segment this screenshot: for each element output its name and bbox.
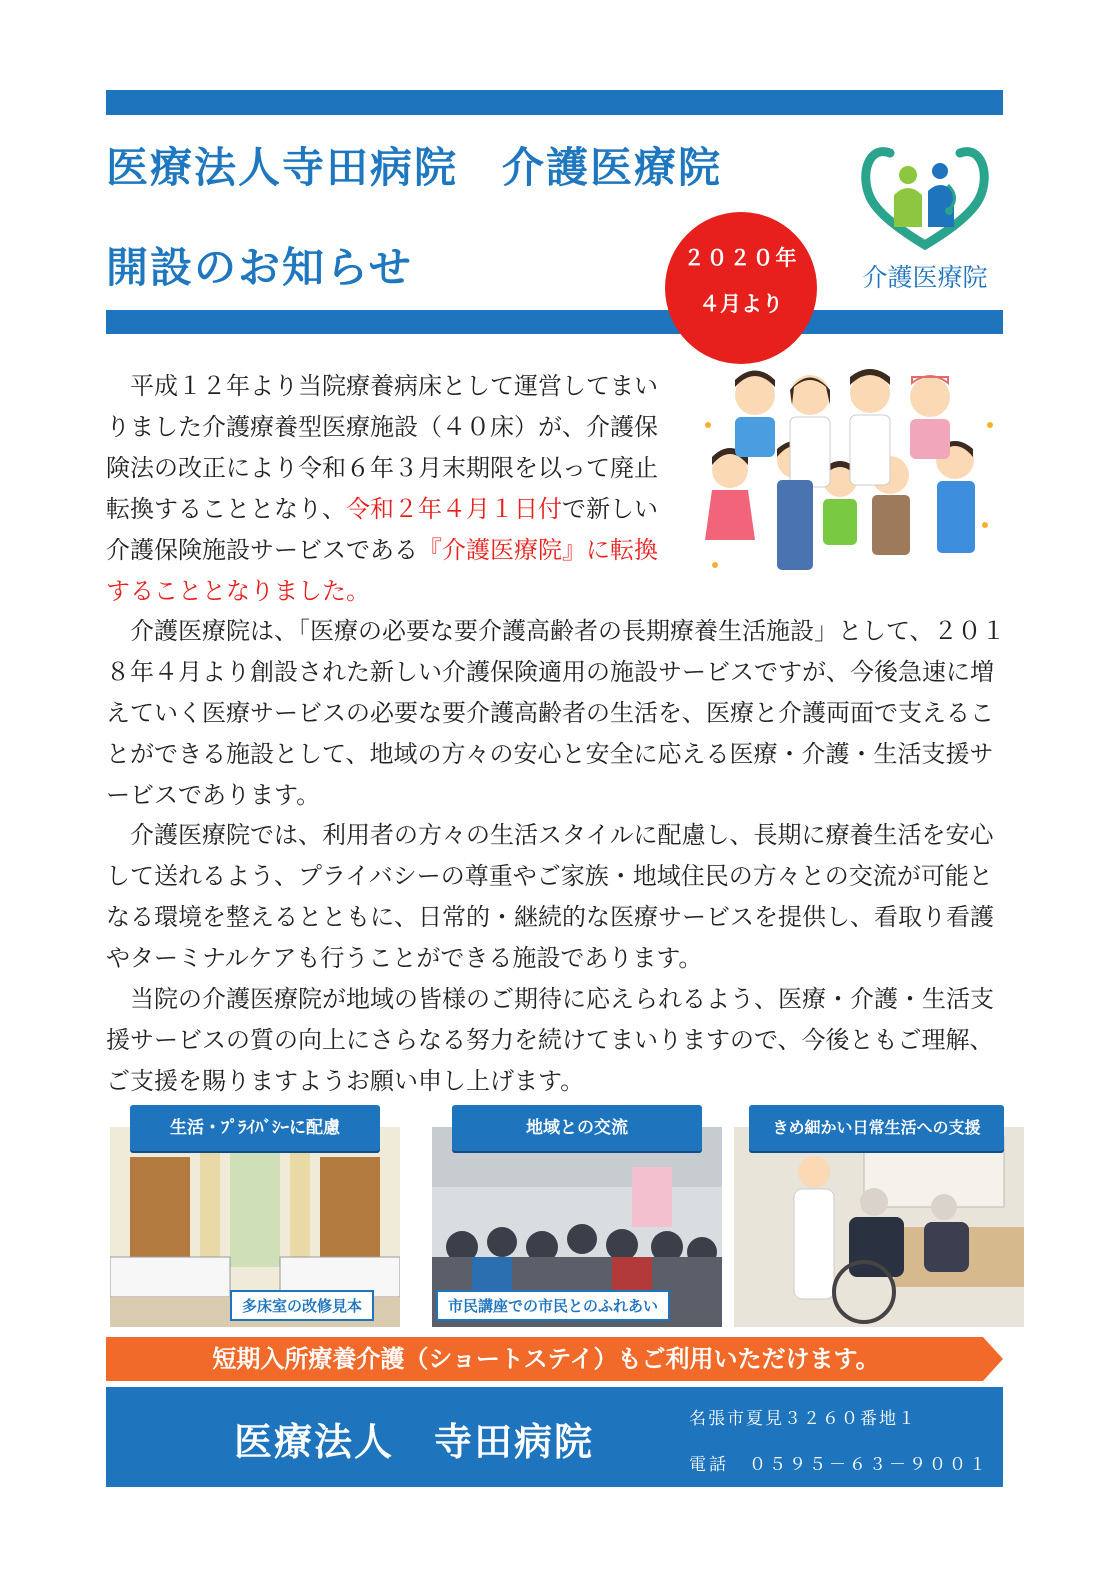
photo-card-privacy bbox=[110, 1105, 400, 1327]
photo-card-community bbox=[432, 1105, 722, 1327]
paragraph-4 bbox=[106, 979, 1006, 1102]
intro-paragraph bbox=[106, 366, 671, 612]
intro-text-b: で新しい介護保険施設サービスである bbox=[106, 495, 658, 564]
hospital-phone: 電話 ０５９５－６３－９００１ bbox=[689, 1455, 989, 1475]
intro-date-highlight: 令和２年４月１日付 bbox=[346, 495, 562, 523]
top-bar bbox=[106, 90, 1003, 115]
paragraph-3-text: 介護医療院では、利用者の方々の生活スタイルに配慮し、長期に療養生活を安心して送れるよう、プライバシーの尊重やご家族・地域住民の方々との交流が可能となる環境を整えるとともに、日常的・継続的な医療サービスを提供し、看取り看護やターミナルケアも行うことができる施設であります。 bbox=[106, 821, 994, 972]
short-stay-notice: 短期入所療養介護（ショートステイ）もご利用いただけます。 bbox=[212, 1345, 880, 1373]
page-title-line2: 開設のお知らせ bbox=[106, 243, 413, 292]
date-badge bbox=[665, 212, 817, 364]
logo-text: 介護医療院 bbox=[862, 263, 988, 292]
paragraph-4-text: 当院の介護医療院が地域の皆様のご期待に応えられるよう、医療・介護・生活支援サービスの質の向上にさらなる努力を続けてまいりますので、今後ともご理解、ご支援を賜りますようお願い申し上げます。 bbox=[106, 985, 994, 1095]
paragraph-2-text: 介護医療院は、「医療の必要な要介護高齢者の長期療養生活施設」として、２０１８年４月より創設された新しい介護保険適用の施設サービスですが、今後急速に増えていく医療サービスの必要な要介護高齢者の生活を、医療と介護両面で支えることができる施設として、地域の方々の安心と安全に応える医療・介護・生活支援サービスであります。 bbox=[106, 617, 1006, 809]
badge-month: ４月より bbox=[699, 292, 783, 316]
ribbon-support: きめ細かい日常生活への支援 bbox=[749, 1105, 1004, 1151]
hospital-name: 医療法人 寺田病院 bbox=[234, 1420, 595, 1464]
intro-text-a: 平成１２年より当院療養病床として運営してまいりました介護療養型医療施設（４０床）が、介護保険法の改正により令和６年３月末期限を以って廃止転換することとなり、 bbox=[106, 372, 658, 523]
header-bottom-bar bbox=[106, 310, 1003, 334]
care-photo bbox=[734, 1127, 1024, 1327]
paragraph-2 bbox=[106, 611, 1006, 816]
intro-text-c: に転換することとなりました。 bbox=[106, 536, 658, 605]
page-title-line1: 医療法人寺田病院 介護医療院 bbox=[106, 143, 723, 192]
paragraph-3 bbox=[106, 815, 1006, 979]
intro-facility-highlight: 『介護医療院』 bbox=[418, 536, 586, 564]
caption-lecture: 市民講座での市民とのふれあい bbox=[436, 1290, 670, 1321]
caption-room: 多床室の改修見本 bbox=[230, 1290, 374, 1321]
staff-family-illustration bbox=[700, 365, 1000, 595]
ribbon-community: 地域との交流 bbox=[452, 1105, 702, 1151]
hospital-address: 名張市夏見３２６０番地１ bbox=[689, 1409, 917, 1429]
photo-card-support bbox=[734, 1105, 1024, 1327]
ribbon-privacy: 生活・ﾌﾟﾗｲﾊﾞｼｰに配慮 bbox=[130, 1105, 380, 1151]
badge-year: ２０２０年 bbox=[683, 246, 799, 270]
footer bbox=[106, 1387, 1003, 1487]
